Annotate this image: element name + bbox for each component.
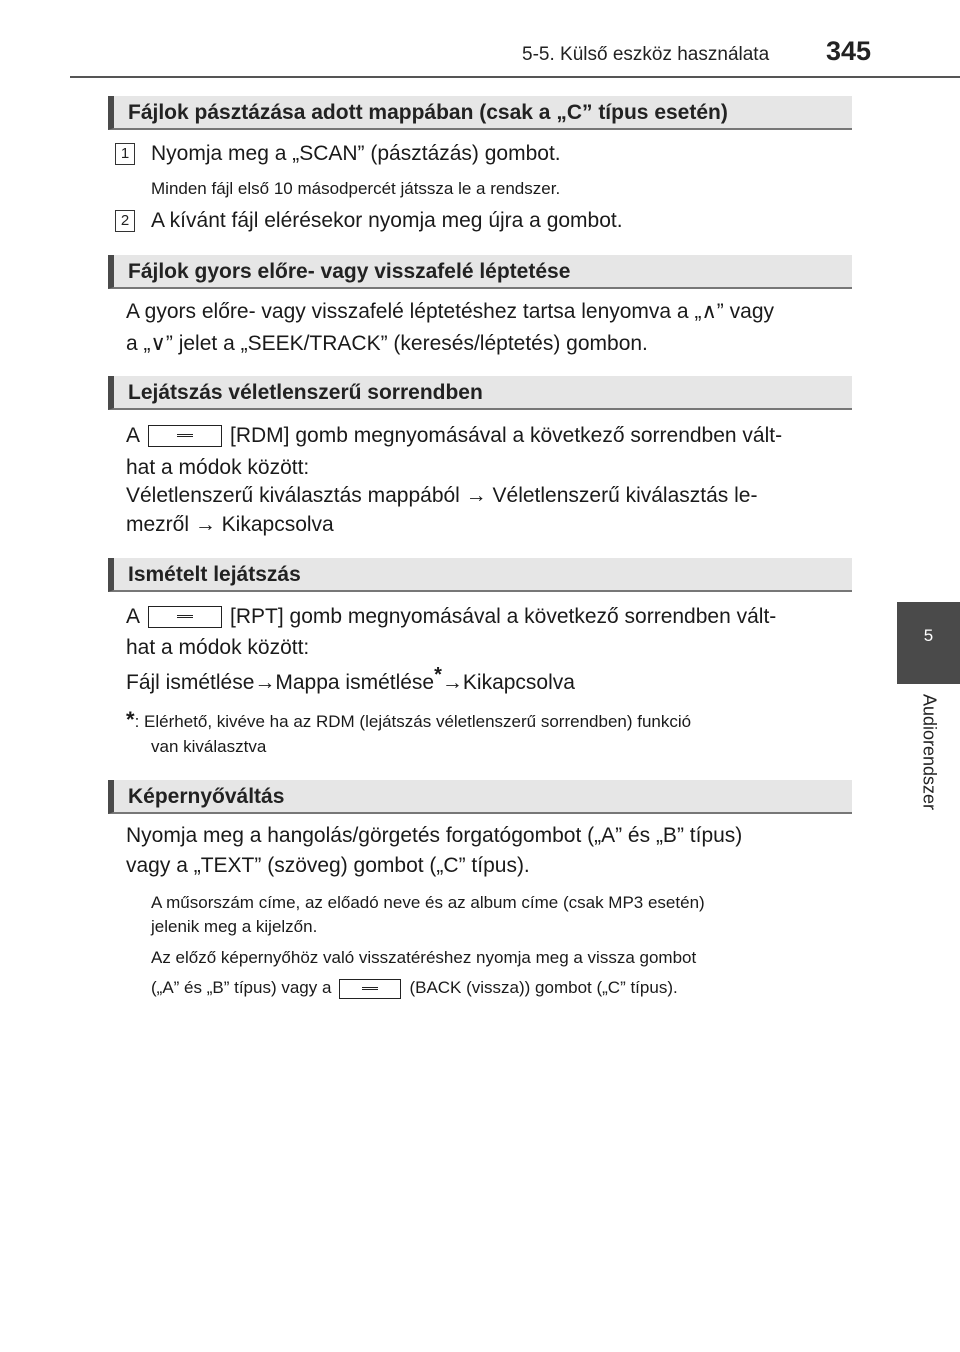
footnote-star: * — [126, 707, 135, 732]
text-back: (BACK (vissza)) gombot („C” típus). — [409, 978, 678, 997]
text-type-ab: („A” és „B” típus) vagy a — [151, 978, 332, 997]
section-title: Képernyőváltás — [128, 785, 285, 808]
section-header-random — [108, 376, 852, 410]
page-number: 345 — [826, 36, 872, 66]
step-1-text: Nyomja meg a „SCAN” (pásztázás) gombot. — [151, 142, 561, 165]
paragraph-line: Nyomja meg a hangolás/görgetés forgatógombot („A” és „B” típus) — [126, 824, 743, 847]
step-1-note: Minden fájl első 10 másodpercét játssza le a rendszer. — [151, 179, 561, 198]
section-header-scan — [108, 96, 852, 130]
section-title: Lejátszás véletlenszerű sorrendben — [128, 381, 483, 404]
paragraph-line: hat a módok között: — [126, 456, 310, 479]
paragraph-line — [126, 601, 776, 633]
footnote-line — [126, 707, 691, 735]
step-number-2: 2 — [115, 210, 135, 232]
section-header-repeat — [108, 558, 852, 592]
note-line: Az előző képernyőhöz való visszatéréshez nyomja meg a vissza gombot — [151, 948, 697, 967]
section-title: Fájlok pásztázása adott mappában (csak a „C” típus esetén) — [128, 101, 728, 124]
paragraph-line: Véletlenszerű kiválasztás mappából → Véletlenszerű kiválasztás le- — [126, 484, 758, 507]
footnote-text: : Elérhető, kivéve ha az RDM (lejátszás véletlenszerű sorrendben) funkció — [134, 712, 692, 731]
text-a: A — [126, 605, 141, 628]
section-title: Ismételt lejátszás — [128, 563, 301, 586]
chapter-tab-number: 5 — [923, 626, 934, 645]
paragraph-line: hat a módok között: — [126, 636, 310, 659]
rpt-key-icon — [148, 606, 222, 628]
footnote-line: van kiválasztva — [151, 737, 267, 756]
paragraph-line: vagy a „TEXT” (szöveg) gombot („C” típus). — [126, 854, 530, 877]
paragraph-line: A gyors előre- vagy visszafelé léptetéshez tartsa lenyomva a „∧” vagy — [126, 300, 774, 323]
chapter-title: 5-5. Külső eszköz használata — [522, 44, 770, 65]
note-line — [151, 975, 678, 1001]
text-off: →Kikapcsolva — [441, 671, 575, 694]
paragraph-line: a „∨” jelet a „SEEK/TRACK” (keresés/léptetés) gombon. — [126, 332, 648, 355]
back-key-icon — [339, 979, 401, 999]
paragraph-line — [126, 664, 575, 699]
section-header-fast — [108, 255, 852, 289]
chapter-tab — [897, 602, 960, 684]
text-rdm: [RDM] gomb megnyomásával a következő sorrendben vált- — [230, 424, 783, 447]
header-rule — [70, 76, 960, 78]
text-a: A — [126, 424, 141, 447]
paragraph-line: mezről → Kikapcsolva — [126, 513, 334, 536]
section-header-display — [108, 780, 852, 814]
note-line: A műsorszám címe, az előadó neve és az album címe (csak MP3 esetén) — [151, 893, 705, 912]
paragraph-line — [126, 420, 782, 452]
note-line: jelenik meg a kijelzőn. — [151, 917, 318, 936]
text-repeat-modes: Fájl ismétlése→Mappa ismétlése — [126, 671, 435, 694]
rdm-key-icon — [148, 425, 222, 447]
step-number-1: 1 — [115, 143, 135, 165]
footnote-marker: * — [434, 664, 442, 686]
step-2-text: A kívánt fájl elérésekor nyomja meg újra a gombot. — [151, 209, 623, 232]
text-rpt: [RPT] gomb megnyomásával a következő sorrendben vált- — [230, 605, 777, 628]
section-title: Fájlok gyors előre- vagy visszafelé léptetése — [128, 260, 571, 283]
chapter-tab-label: Audiorendszer — [919, 693, 940, 811]
